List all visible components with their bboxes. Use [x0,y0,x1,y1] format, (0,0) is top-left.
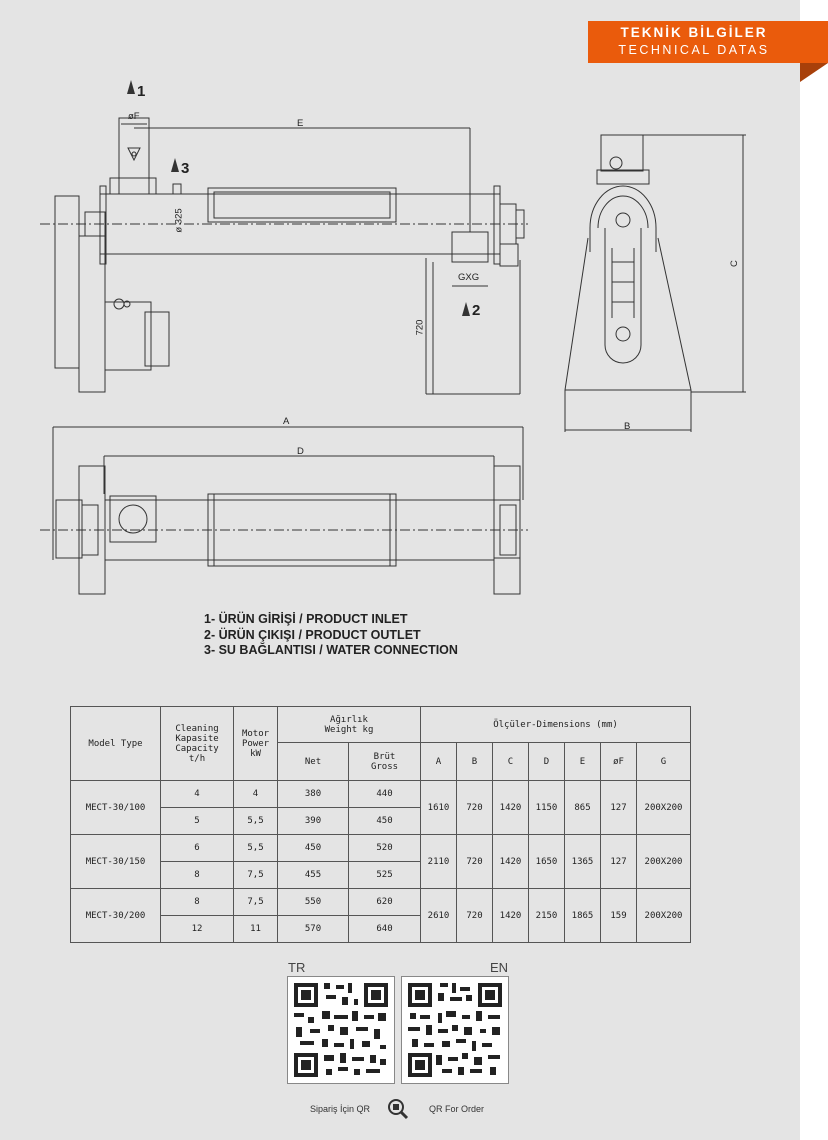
header-dim-of: øF [601,743,637,781]
dim-d-cell: 1150 [529,781,565,835]
model-cell: MECT-30/200 [71,889,161,943]
header-dim-c: C [493,743,529,781]
dim-g-cell: 200X200 [637,835,691,889]
motor-cell: 5,5 [234,808,278,835]
banner-title-tr: TEKNİK BİLGİLER [620,25,768,40]
header-dim-g: G [637,743,691,781]
model-cell: MECT-30/100 [71,781,161,835]
dim-label-of: øF [128,111,140,122]
net-cell: 390 [278,808,349,835]
legend-item: 3- SU BAĞLANTISI / WATER CONNECTION [204,643,458,657]
dim-c-cell: 1420 [493,781,529,835]
dim-e-cell: 1865 [565,889,601,943]
dim-b-cell: 720 [457,889,493,943]
header-gross: Brüt Gross [349,743,421,781]
gross-cell: 640 [349,916,421,943]
legend-item: 1- ÜRÜN GİRİŞİ / PRODUCT INLET [204,612,408,626]
header-dim-d: D [529,743,565,781]
header-dim-b: B [457,743,493,781]
dim-e-cell: 1365 [565,835,601,889]
motor-cell: 7,5 [234,862,278,889]
capacity-cell: 5 [161,808,234,835]
header-model: Model Type [71,707,161,781]
header-capacity: Cleaning Kapasite Capacity t/h [161,707,234,781]
banner-fold [800,63,828,82]
motor-cell: 5,5 [234,835,278,862]
dim-a-cell: 1610 [421,781,457,835]
motor-cell: 4 [234,781,278,808]
dim-g-cell: 200X200 [637,889,691,943]
outlet-arrow-icon [462,302,470,316]
dim-label-c: C [728,260,740,267]
dim-c-cell: 1420 [493,835,529,889]
banner-title-en: TECHNICAL DATAS [618,43,770,57]
marker-outlet: 2 [472,302,481,319]
table-row [71,781,691,808]
dim-label-diameter: ø 325 [173,208,185,233]
side-view [40,118,528,394]
gross-cell: 620 [349,889,421,916]
net-cell: 380 [278,781,349,808]
header-motor: Motor Power kW [234,707,278,781]
qr-label-en: EN [490,960,509,975]
dim-of-cell: 127 [601,835,637,889]
dim-label-d: D [297,446,304,457]
qr-label-tr: TR [288,960,306,975]
table-row [71,835,691,862]
dim-c-cell: 1420 [493,889,529,943]
dim-label-gxg: GXG [458,272,480,283]
gross-cell: 520 [349,835,421,862]
marker-inlet: 1 [137,83,146,100]
net-cell: 455 [278,862,349,889]
qr-code-en[interactable] [401,976,509,1084]
connection-legend [204,612,458,659]
header-weight: Ağırlık Weight kg [278,707,421,743]
page-margin [800,0,828,1140]
net-cell: 570 [278,916,349,943]
qr-code-tr[interactable] [287,976,395,1084]
header-dimensions: Ölçüler-Dimensions (mm) [421,707,691,743]
header-dim-a: A [421,743,457,781]
capacity-cell: 4 [161,781,234,808]
dim-label-a: A [283,416,290,427]
dim-of-cell: 127 [601,781,637,835]
legend-item: 2- ÜRÜN ÇIKIŞI / PRODUCT OUTLET [204,627,421,642]
dim-label-e: E [297,118,304,129]
inlet-arrow-icon [127,80,135,94]
dim-label-b: B [624,421,631,432]
dim-of-cell: 159 [601,889,637,943]
dim-e-cell: 865 [565,781,601,835]
marker-water: 3 [181,160,190,177]
dim-a-cell: 2110 [421,835,457,889]
gross-cell: 450 [349,808,421,835]
water-arrow-icon [171,158,179,172]
motor-cell: 11 [234,916,278,943]
qr-order-label-en: QR For Order [429,1104,485,1114]
dim-d-cell: 1650 [529,835,565,889]
net-cell: 550 [278,889,349,916]
header-dim-e: E [565,743,601,781]
qr-order-label-tr: Sipariş İçin QR [310,1104,371,1114]
spec-table [70,706,691,943]
qr-pattern-tr [288,977,394,1083]
table-row [71,889,691,916]
dim-b-cell: 720 [457,781,493,835]
capacity-cell: 8 [161,862,234,889]
top-view [40,427,528,594]
dim-b-cell: 720 [457,835,493,889]
model-cell: MECT-30/150 [71,835,161,889]
qr-pattern-en [402,977,508,1083]
net-cell: 450 [278,835,349,862]
gross-cell: 525 [349,862,421,889]
end-view [565,135,746,432]
dim-label-height: 720 [414,319,426,336]
capacity-cell: 6 [161,835,234,862]
capacity-cell: 8 [161,889,234,916]
capacity-cell: 12 [161,916,234,943]
motor-cell: 7,5 [234,889,278,916]
qr-scan-icon [387,1098,409,1120]
dim-a-cell: 2610 [421,889,457,943]
header-net: Net [278,743,349,781]
gross-cell: 440 [349,781,421,808]
dim-g-cell: 200X200 [637,781,691,835]
dim-d-cell: 2150 [529,889,565,943]
